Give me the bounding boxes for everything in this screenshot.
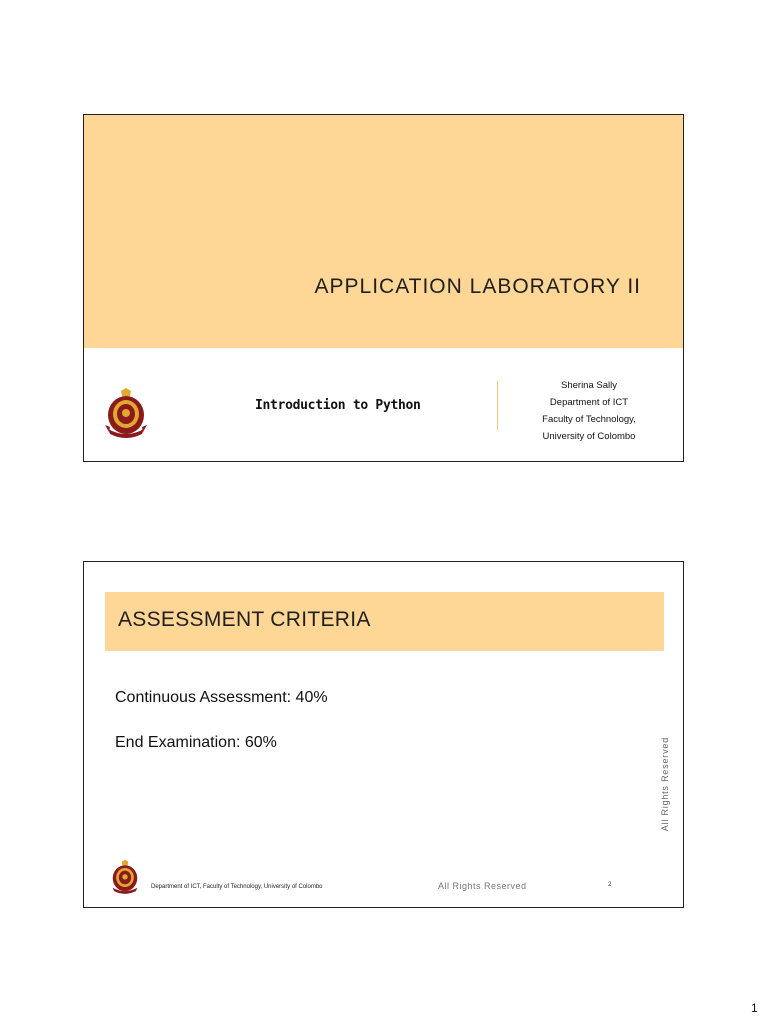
- footer-department: Department of ICT, Faculty of Technology, University of Colombo: [151, 884, 323, 890]
- slide-subtitle: Introduction to Python: [255, 398, 421, 413]
- rights-watermark-vertical: All Rights Reserved: [660, 737, 670, 832]
- author-university: University of Colombo: [542, 431, 636, 442]
- author-block: [514, 377, 664, 445]
- slide-title-text: APPLICATION LABORATORY II: [314, 275, 641, 298]
- footer-rights: All Rights Reserved: [438, 881, 527, 891]
- author-department: Department of ICT: [549, 397, 629, 408]
- university-crest-icon: [110, 859, 140, 896]
- slide-header-band: [105, 592, 664, 651]
- university-crest-icon: [104, 387, 148, 441]
- author-name: Sherina Sally: [561, 380, 617, 391]
- divider: [497, 381, 498, 430]
- criteria-item: Continuous Assessment: 40%: [115, 689, 328, 706]
- slide-number: 2: [608, 882, 612, 888]
- author-faculty: Faculty of Technology,: [542, 414, 636, 425]
- criteria-item: End Examination: 60%: [115, 734, 277, 751]
- slide-header: ASSESSMENT CRITERIA: [118, 608, 371, 631]
- slide-title: [83, 114, 684, 462]
- page-number: 1: [751, 1001, 758, 1015]
- slide-assessment: [83, 561, 684, 908]
- title-band: [84, 115, 683, 348]
